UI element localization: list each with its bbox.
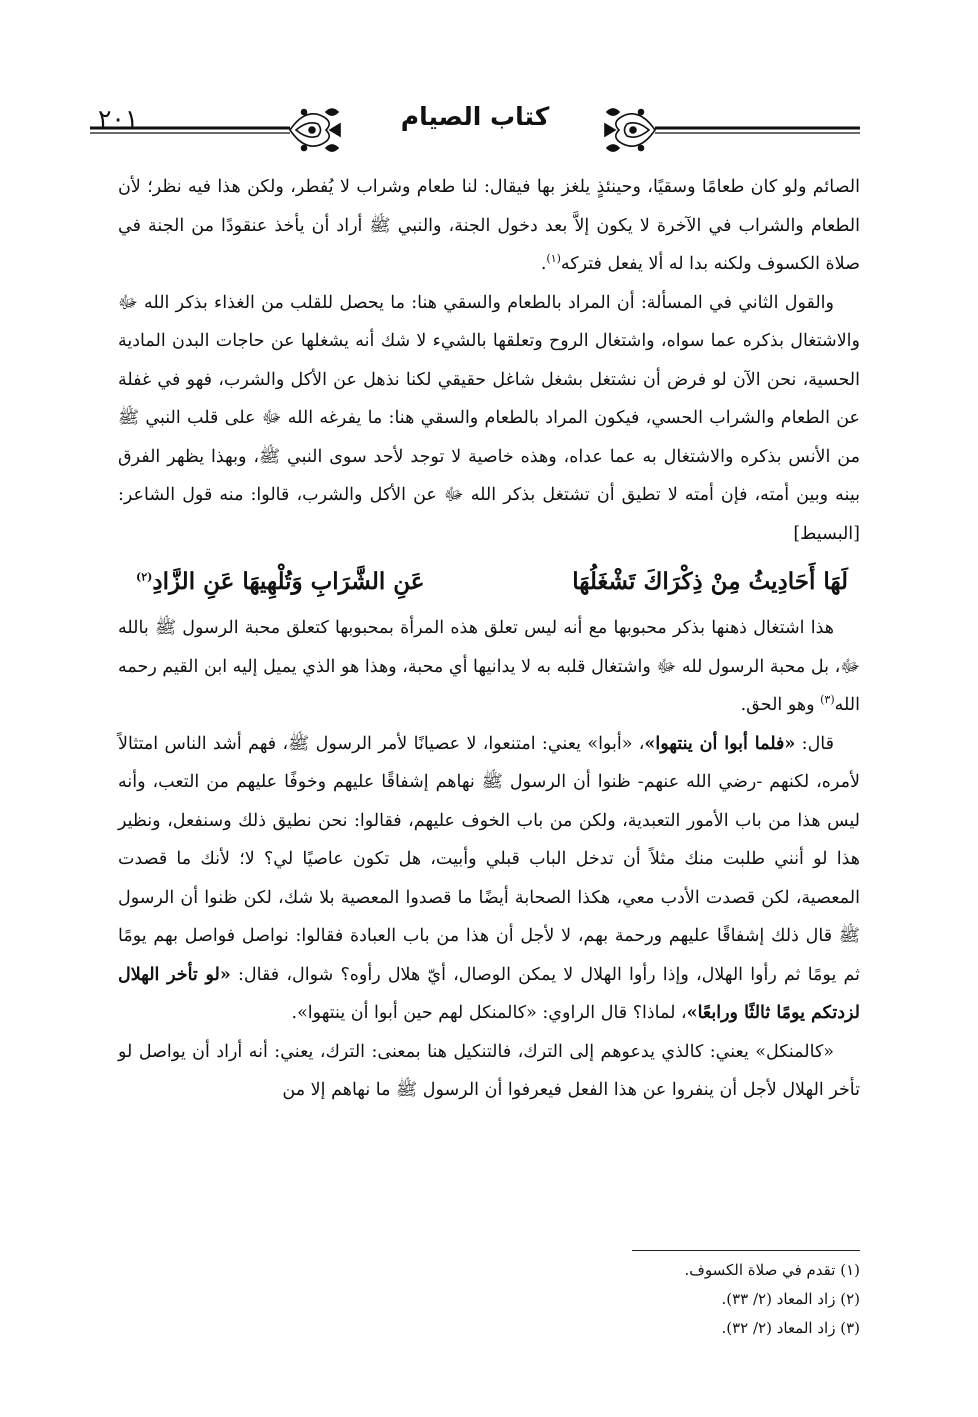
paragraph-1: الصائم ولو كان طعامًا وسقيًا، وحينئذٍ يلغز بها فيقال: لنا طعام وشراب لا يُفطر، ولكن هذا فيه نظر؛ لأن الطعام والشراب في الآخرة لا يكون إلاَّ بعد دخول الجنة، والنبي ﷺ أراد أن يأخذ عنقودًا من الجنة في صلاة الكسوف ولكنه بدا له ألا يفعل فتركه$^{(١)}$. xyxy=(118,177,860,274)
paragraph-4-lead: قال: xyxy=(795,733,834,754)
footnote-1: (١) تقدم في صلاة الكسوف. xyxy=(684,1261,860,1279)
paragraph-3-tail: وهو الحق. xyxy=(740,695,821,715)
hadith-quote-1: «فلما أبوا أن ينتهوا» xyxy=(644,733,796,754)
paragraph-4 xyxy=(118,725,860,1033)
page-header xyxy=(90,98,860,160)
left-ornament-icon xyxy=(290,109,340,151)
verse-second-text: عَنِ الشَّرَابِ وَتُلْهِيهَا عَنِ الزَّادِ xyxy=(152,568,425,595)
paragraph-1-text: الصائم ولو كان طعامًا وسقيًا، وحينئذٍ يلغز بها فيقال: لنا طعام وشراب لا يُفطر، ولكن هذا فيه نظر؛ لأن الطعام والشراب في الآخرة لا يكون إلاَّ بعد دخول الجنة، والنبي ﷺ أراد أن يأخذ عنقودًا من الجنة في صلاة الكسوف ولكنه بدا له ألا يفعل فتركه xyxy=(118,177,860,274)
hadith-quote-2: «لو تأخر الهلال لزدتكم يومًا ثالثًا ورابعًا» xyxy=(118,964,860,1023)
paragraph-3-text: هذا اشتغال ذهنها بذكر محبوبها مع أنه ليس تعلق هذه المرأة بمحبوبها كتعلق محبة الرسول ﷺ بالله ﷻ، بل محبة الرسول لله ﷻ واشتغال قلبه به لا يدانيها أي محبة، وهذا هو الذي يميل إليه ابن القيم رحمه الله xyxy=(118,618,860,715)
footnotes xyxy=(520,1256,860,1343)
page-number: ٢٠١ xyxy=(98,104,139,133)
paragraph-4-end: ، لماذا؟ قال الراوي: «كالمنكل لهم حين أبوا أن ينتهوا». xyxy=(291,1003,687,1023)
paragraph-5: «كالمنكل» يعني: كالذي يدعوهم إلى الترك، فالتنكيل هنا بمعنى: الترك، يعني: أنه أراد أن يواصل لو تأخر الهلال لأجل أن ينفروا عن هذا الفعل فيعرفوا أن الرسول ﷺ ما نهاهم إلا من xyxy=(118,1041,860,1100)
paragraph-2: والقول الثاني في المسألة: أن المراد بالطعام والسقي هنا: ما يحصل للقلب من الغذاء بذكر الله ﷻ والاشتغال بذكره عما سواه، واشتغال الروح وتعلقها بالشيء لا شك أنه يشغلها عن حاجات البدن المادية الحسية، نحن الآن لو فرض أن نشتغل بشغل شاغل حقيقي لكنا نذهل عن الأكل والشرب، فهو في غفلة عن الطعام والشراب الحسي، فيكون المراد بالطعام والسقي هنا: ما يفرغه الله ﷻ على قلب النبي ﷺ من الأنس بذكره والاشتغال به عما عداه، وهذه خاصية لا توجد لأحد سوى النبي ﷺ، وبهذا يظهر الفرق بينه وبين أمته، فإن أمته لا تطيق أن تشتغل بذكر الله ﷻ عن الأكل والشرب، قالوا: منه قول الشاعر: [البسيط] xyxy=(118,292,860,544)
main-text xyxy=(118,168,860,1110)
footnote-ref-2: (٢) xyxy=(136,570,153,584)
footnote-2: (٢) زاد المعاد (٢/ ٣٣). xyxy=(721,1290,860,1308)
right-ornament-icon xyxy=(605,109,655,151)
paragraph-4-body: ، «أبوا» يعني: امتنعوا، لا عصيانًا لأمر الرسول ﷺ، فهم أشد الناس امتثالاً لأمره، لكنهم -رضي الله عنهم- ظنوا أن الرسول ﷺ نهاهم إشفاقًا عليهم وخوفًا عليهم من التعب، وأنه ليس هذا من باب الأمور التعبدية، ولكن من باب الخوف عليهم، فقالوا: نحن نطيق ذلك وسنفعل، ونظير هذا لو أنني طلبت منك مثلاً أن تدخل الباب قبلي وأبيت، هل تكون عاصيًا لي؟ لا؛ لأنك ما قصدت المعصية، لكن قصدت الأدب معي، هكذا الصحابة أيضًا ما قصدوا المعصية بلا شك، لكن ظنوا أن الرسول ﷺ قال ذلك إشفاقًا عليهم ورحمة بهم، لا لأجل أن هذا من باب العبادة فقالوا: نواصل فواصل بهم يومًا ثم يومًا ثم رأوا الهلال، وإذا رأوا الهلال لا يمكن الوصال، أيّ هلال رأوه؟ شوال، فقال: xyxy=(118,733,861,985)
footnote-ref-1: (١) xyxy=(546,252,561,266)
footnote-separator xyxy=(632,1250,860,1251)
footnote-ref-3: (٣) xyxy=(820,693,835,707)
footnote-3: (٣) زاد المعاد (٢/ ٣٢). xyxy=(721,1319,860,1337)
verse-first-hemistich: لَهَا أَحَادِيثُ مِنْ ذِكْرَاكَ تَشْغَلُهَا xyxy=(572,568,848,595)
book-title: كتاب الصيام xyxy=(400,102,550,131)
paragraph-3 xyxy=(118,609,860,725)
verse-second-hemistich xyxy=(136,559,425,605)
poetry-verse xyxy=(118,553,860,609)
